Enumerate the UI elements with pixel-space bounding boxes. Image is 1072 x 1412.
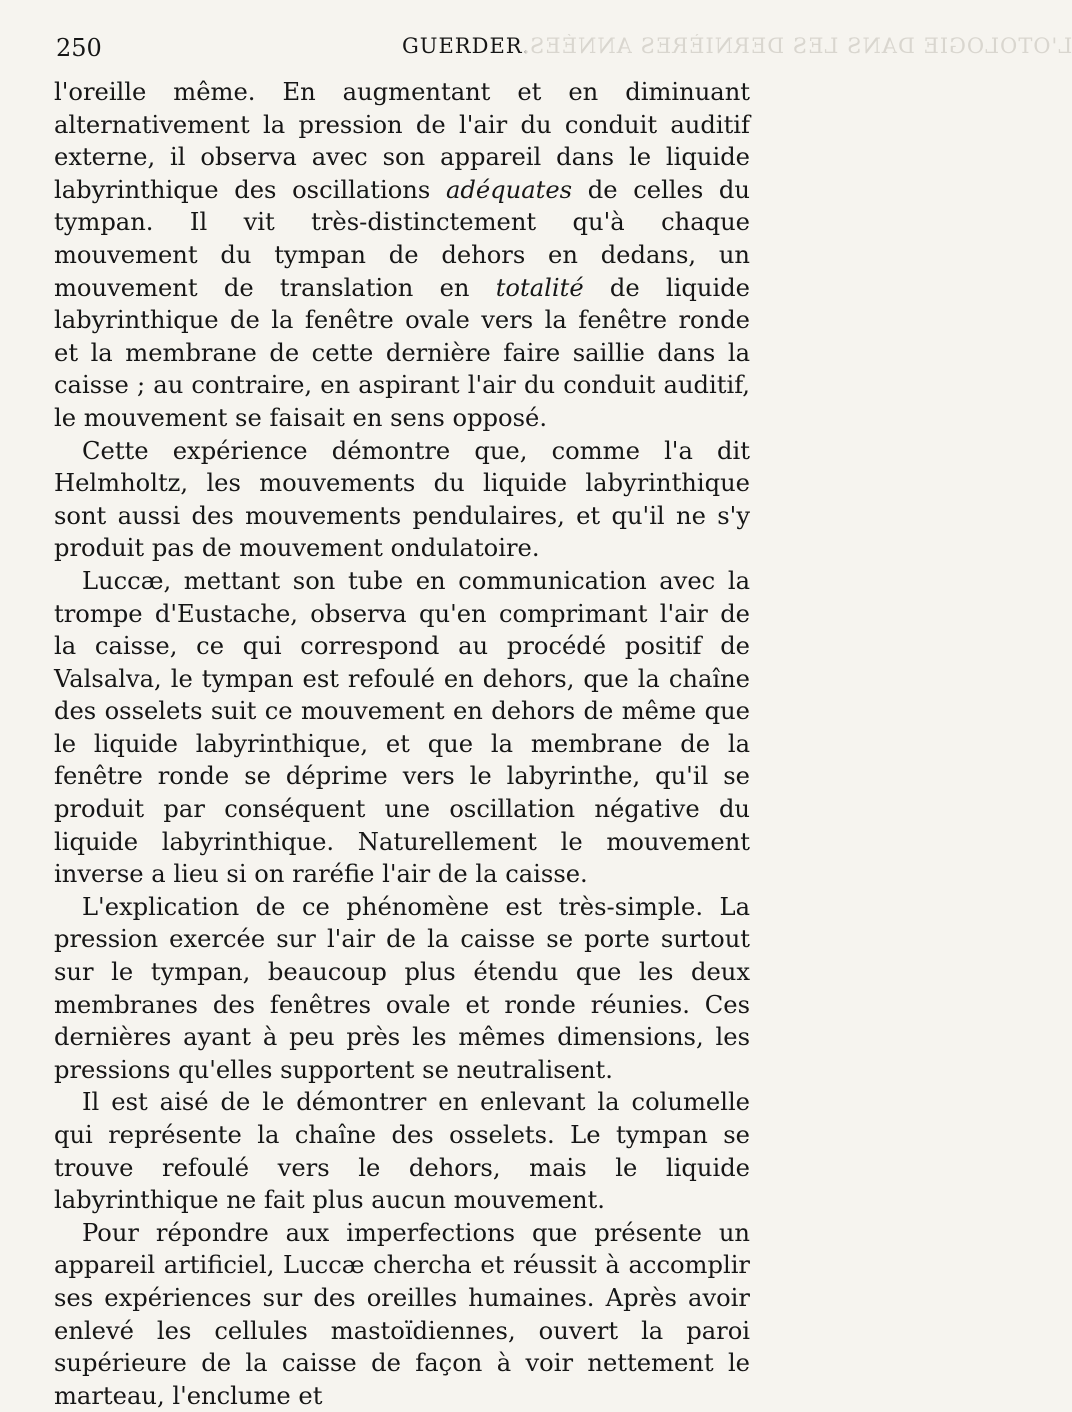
paragraph-5: Il est aisé de le démontrer en enlevant la columelle qui représente la chaîne des osselets. Le tympan se trouve refoulé vers le dehors, mais le liquide labyrinthique ne fait plus aucun mouvement. xyxy=(54,1088,750,1215)
paragraph-1-text-a: l'oreille même. En augmentant et en diminuant alternativement la pression de l'air du conduit auditif externe, il observa avec son appareil dans le liquide labyrinthique des oscillations xyxy=(54,78,750,204)
paragraph-1-text-b: de celles du tympan. Il vit très-distinctement qu'à chaque mouvement du tympan de dehors en dedans, un mouvement de translation en xyxy=(54,175,750,302)
paragraph-4: L'explication de ce phénomène est très-simple. La pression exercée sur l'air de la caisse se porte surtout sur le tympan, beaucoup plus étendu que les deux membranes des fenêtres ovale et ronde réunies. Ces dernières ayant à peu près les mêmes dimensions, les pressions qu'elles supportent se neutralisent. xyxy=(54,892,750,1084)
italic-adequates: adéquates xyxy=(445,175,573,204)
bleed-through-text: L'OTOLOGIE DANS LES DERNIÈRES ANNÉES. xyxy=(522,34,1072,58)
paragraph-1 xyxy=(54,76,750,435)
running-head: GUERDER. xyxy=(402,34,531,58)
body-text xyxy=(54,76,750,1412)
paragraph-3: Luccæ, mettant son tube en communication avec la trompe d'Eustache, observa qu'en comprimant l'air de la caisse, ce qui correspond au procédé positif de Valsalva, le tympan est refoulé en dehors, que la chaîne des osselets suit ce mouvement en dehors de même que le liquide labyrinthique, et que la membrane de la fenêtre ronde se déprime vers le labyrinthe, qu'il se produit par conséquent une oscillation négative du liquide labyrinthique. Naturellement le mouvement inverse a lieu si on raréfie l'air de la caisse. xyxy=(54,566,750,889)
page-header xyxy=(52,30,1072,66)
page-number: 250 xyxy=(56,34,102,62)
italic-totalite: totalité xyxy=(495,273,584,302)
paragraph-6: Pour répondre aux imperfections que présente un appareil artificiel, Luccæ chercha et réussit à accomplir ses expériences sur des oreilles humaines. Après avoir enlevé les cellules mastoïdiennes, ouvert la paroi supérieure de la caisse de façon à voir nettement le marteau, l'enclume et xyxy=(54,1218,750,1410)
paragraph-1-text-c: de liquide labyrinthique de la fenêtre ovale vers la fenêtre ronde et la membrane de cette dernière faire saillie dans la caisse ; au contraire, en aspirant l'air du conduit auditif, le mouvement se faisait en sens opposé. xyxy=(54,273,750,432)
paragraph-2: Cette expérience démontre que, comme l'a dit Helmholtz, les mouvements du liquide labyrinthique sont aussi des mouvements pendulaires, et qu'il ne s'y produit pas de mouvement ondulatoire. xyxy=(54,436,750,563)
